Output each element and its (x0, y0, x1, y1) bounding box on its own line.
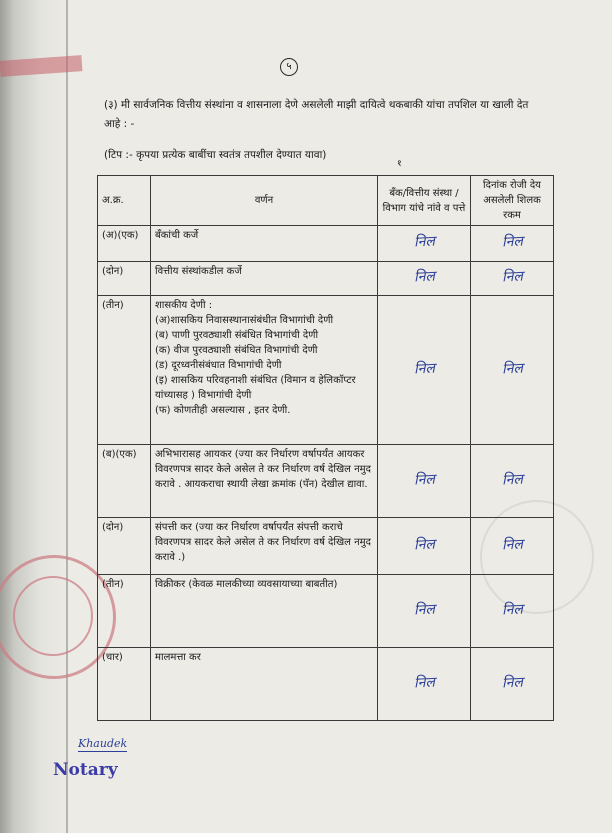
page-number: ५ (280, 58, 298, 76)
table-row (98, 647, 554, 720)
table-row (98, 574, 554, 647)
header-serial: अ.क्र. (98, 176, 151, 226)
amount-value: निल (501, 601, 523, 619)
bank-value: निल (413, 601, 435, 619)
row-description: संपत्ती कर (ज्या कर निर्धारण वर्षापर्यंत संपत्ती कराचे विवरणपत्र सादर केले असेल ते कर निर्धारण वर्ष देखिल नमुद करावे .) (151, 517, 378, 574)
row-number: (दोन) (98, 517, 151, 574)
row-description: बँकांची कर्जे (151, 226, 378, 262)
tip-note: (टिप :- कृपया प्रत्येक बाबींचा स्वतंत्र तपशील देण्यात यावा) (104, 149, 327, 161)
sub-item: (ड) दूरध्वनीसंबंधात विभागांची देणी (155, 360, 282, 372)
bank-value: निल (413, 536, 435, 554)
table-row (98, 296, 554, 444)
row-description: वित्तीय संस्थांकडील कर्जे (151, 261, 378, 296)
table-row (98, 517, 554, 574)
sub-item: (इ) शासकिय परिवहनाशी संबंधित (विमान व हेलिकॉप्टर यांच्यासह ) विभागांची देणी (155, 375, 356, 402)
bank-value: निल (413, 268, 435, 286)
notary-label: Notary (53, 760, 118, 780)
sub-item: (क) वीज पुरवठ्याशी संबंधित विभागांची देणी (155, 345, 318, 357)
header-description: वर्णन (151, 176, 378, 226)
amount-value: निल (501, 360, 523, 378)
bank-value: निल (413, 360, 435, 378)
bank-value: निल (413, 674, 435, 692)
sub-item: (फ) कोणतीही असल्यास , इतर देणी. (155, 405, 291, 417)
header-amount: दिनांक रोजी देय असलेली शिलक रकम (471, 176, 554, 226)
row-description: अभिभारासह आयकर (ज्या कर निर्धारण वर्षापर्यंत आयकर विवरणपत्र सादर केले असेल ते कर निर्धारण वर्ष देखिल नमुद करावे . आयकराचा स्थायी लेखा क्रमांक (पॅन) देखील द्यावा. (151, 444, 378, 517)
table-row (98, 444, 554, 517)
table-row (98, 226, 554, 262)
header-bank: बँक/वित्तीय संस्था /विभाग यांचे नांवे व पत्ते (378, 176, 471, 226)
row-number: (तीन) (98, 296, 151, 444)
page-edge (66, 0, 68, 833)
notary-signature: Khaudek (78, 737, 128, 750)
amount-value: निल (501, 536, 523, 554)
row-number: (दोन) (98, 261, 151, 296)
sub-item: (ब) पाणी पुरवठ्याशी संबंधित विभागांची देणी (155, 330, 319, 342)
row-number: (अ)(एक) (98, 226, 151, 262)
row-number: (ब)(एक) (98, 444, 151, 517)
sub-item: (अ)शासकिय निवासस्थानासंबंधीत विभागांची देणी (155, 315, 334, 327)
table-row (98, 261, 554, 296)
amount-value: निल (501, 233, 523, 251)
liabilities-table (97, 175, 554, 721)
amount-value: निल (501, 471, 523, 489)
row-number: (चार) (98, 647, 151, 720)
amount-value: निल (501, 674, 523, 692)
book-binding-shadow (0, 0, 70, 833)
bank-value: निल (413, 233, 435, 251)
intro-paragraph: (३) मी सार्वजनिक वित्तीय संस्थांना व शासनाला देणे असलेली माझी दायित्वे थकबाकी यांचा तपशिल या खाली देत आहे : - (104, 99, 529, 130)
row-description: विक्रीकर (केवळ मालकीच्या व्यवसायाच्या बाबतीत) (151, 574, 378, 647)
row-description: मालमत्ता कर (151, 647, 378, 720)
row-description: शासकीय देणी : (155, 300, 213, 312)
tick-mark: १ (397, 159, 402, 169)
row-number: (तीन) (98, 574, 151, 647)
amount-value: निल (501, 268, 523, 286)
bank-value: निल (413, 471, 435, 489)
